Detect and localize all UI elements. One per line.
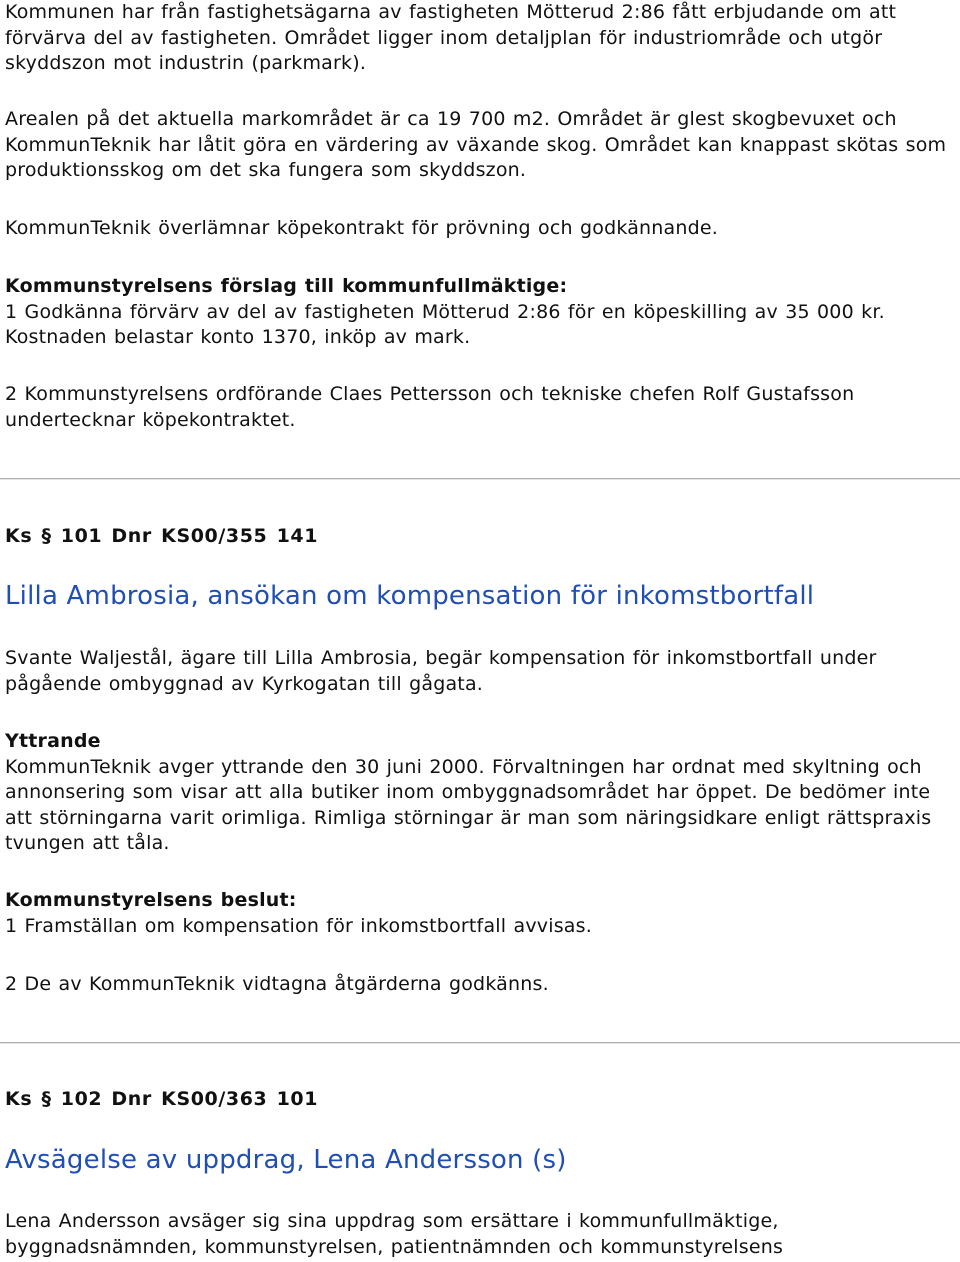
case-101-statement: KommunTeknik avger yttrande den 30 juni 2000. Förvaltningen har ordnat med skyltning och annonsering som visar att alla butiker inom ombyggnadsområdet har öppet. De bedömer inte att störningarna varit orimliga. Rimliga störningar är man som näringsidkare enligt rättspraxis tvungen att tåla.	[5, 755, 932, 854]
case-101-decision-block	[5, 888, 955, 939]
case-101-decision-2: 2 De av KommunTeknik vidtagna åtgärderna godkänns.	[5, 973, 549, 995]
case-102-ref-block	[5, 1086, 955, 1112]
case-101-statement-block	[5, 729, 955, 857]
case-101-decision-2-block	[5, 972, 955, 998]
case-102-title: Avsägelse av uppdrag, Lena Andersson (s)	[5, 1145, 567, 1175]
case-101-title-block	[5, 580, 955, 612]
proposal-item-2-block	[5, 382, 955, 433]
intro-paragraph-3-block	[5, 216, 955, 242]
case-101-ref: Ks § 101 Dnr KS00/355 141	[5, 525, 319, 547]
intro-paragraph-1: Kommunen har från fastighetsägarna av fastigheten Mötterud 2:86 fått erbjudande om att förvärva del av fastigheten. Området ligger inom detaljplan för industriområde och utgör skyddszon mot industrin (parkmark).	[5, 1, 897, 74]
case-101-ref-block	[5, 523, 955, 549]
proposal-block	[5, 274, 955, 351]
intro-section	[5, 0, 955, 77]
proposal-item-1: 1 Godkänna förvärv av del av fastigheten Mötterud 2:86 för en köpeskilling av 35 000 kr. Kostnaden belastar konto 1370, inköp av mark.	[5, 300, 885, 348]
intro-paragraph-2-block	[5, 107, 955, 184]
case-101-title: Lilla Ambrosia, ansökan om kompensation för inkomstbortfall	[5, 581, 815, 611]
section-divider	[0, 1042, 960, 1044]
proposal-item-2: 2 Kommunstyrelsens ordförande Claes Pettersson och tekniske chefen Rolf Gustafsson undertecknar köpekontraktet.	[5, 383, 855, 431]
case-101-paragraph: Svante Waljestål, ägare till Lilla Ambrosia, begär kompensation för inkomstbortfall under pågående ombyggnad av Kyrkogatan till gågata.	[5, 647, 877, 695]
case-102-ref: Ks § 102 Dnr KS00/363 101	[5, 1088, 319, 1110]
intro-paragraph-3: KommunTeknik överlämnar köpekontrakt för prövning och godkännande.	[5, 217, 719, 239]
case-101-statement-heading: Yttrande	[5, 730, 101, 752]
section-divider	[0, 478, 960, 480]
proposal-heading: Kommunstyrelsens förslag till kommunfullmäktige:	[5, 275, 568, 297]
intro-paragraph-2: Arealen på det aktuella markområdet är ca 19 700 m2. Området är glest skogbevuxet och KommunTeknik har låtit göra en värdering av växande skog. Området kan knappast skötas som produktionsskog om det ska fungera som skyddszon.	[5, 108, 947, 181]
case-101-decision-1: 1 Framställan om kompensation för inkomstbortfall avvisas.	[5, 914, 592, 937]
case-102-paragraph: Lena Andersson avsäger sig sina uppdrag som ersättare i kommunfullmäktige, byggnadsnämnden, kommunstyrelsen, patientnämnden och kommunstyrelsens	[5, 1210, 784, 1258]
case-101-decision-heading: Kommunstyrelsens beslut:	[5, 889, 297, 911]
case-102-intro-block	[5, 1209, 955, 1260]
case-102-title-block	[5, 1144, 955, 1176]
case-101-intro-block	[5, 646, 955, 697]
